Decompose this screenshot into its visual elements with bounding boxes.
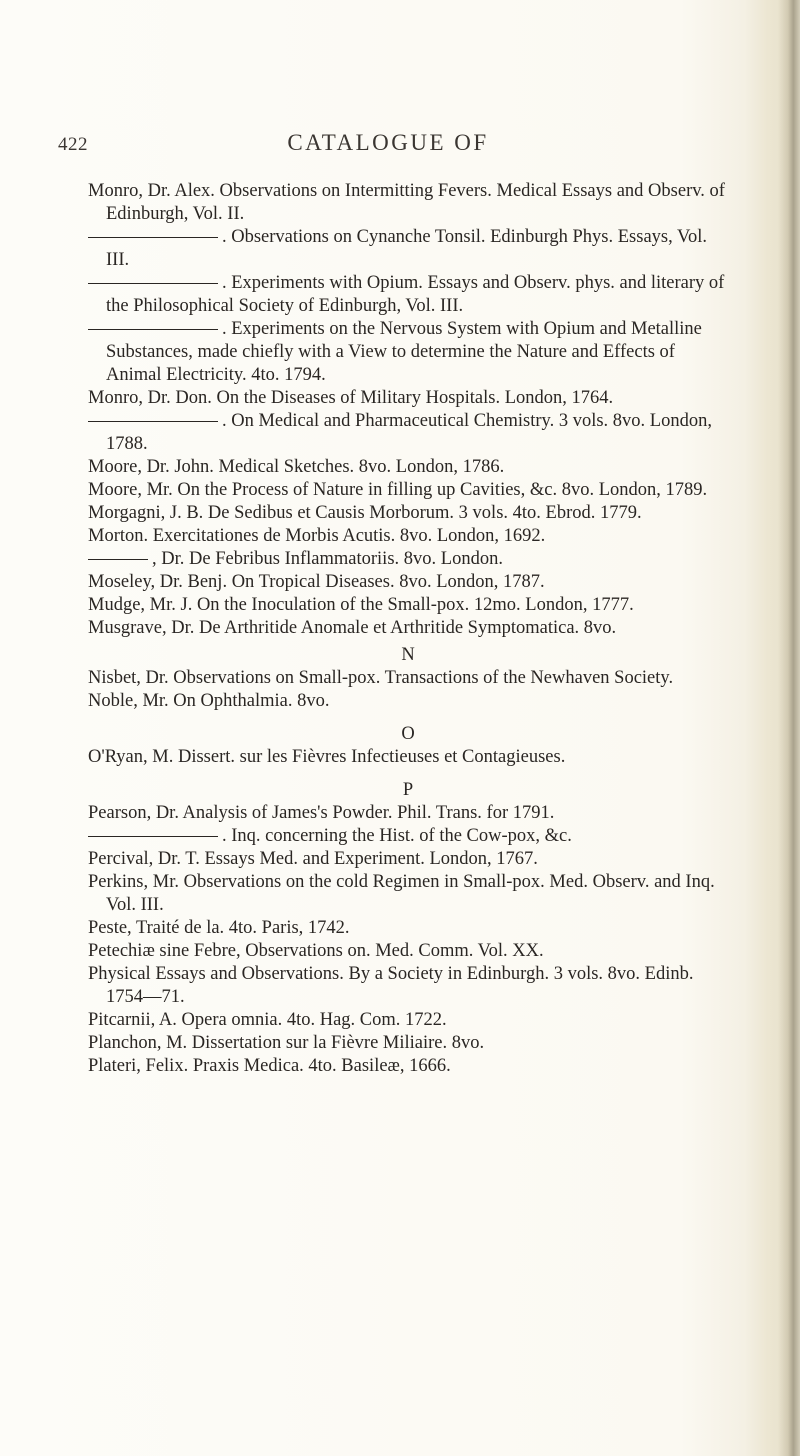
catalogue-entry: Moseley, Dr. Benj. On Tropical Diseases. 8vo. London, 1787. <box>88 572 545 592</box>
catalogue-entry: . Experiments on the Nervous System with Opium and Metalline Substances, made chiefly with a View to determine the Nature and Effects of Animal Electricity. 4to. 1794. <box>88 318 728 387</box>
catalogue-entry: Perkins, Mr. Observations on the cold Regimen in Small-pox. Med. Observ. and Inq. Vol. III. <box>88 872 715 915</box>
catalogue-entry: Pitcarnii, A. Opera omnia. 4to. Hag. Com. 1722. <box>88 1010 447 1030</box>
catalogue-entry: Moore, Mr. On the Process of Nature in filling up Cavities, &c. 8vo. London, 1789. <box>88 480 708 500</box>
section-letter-o: O <box>401 724 415 744</box>
catalogue-entry: Peste, Traité de la. 4to. Paris, 1742. <box>88 918 350 938</box>
ditto-dash <box>88 283 218 284</box>
catalogue-entry: Physical Essays and Observations. By a Society in Edinburgh. 3 vols. 8vo. Edinb. 1754—71. <box>88 964 694 1007</box>
catalogue-entry: Monro, Dr. Don. On the Diseases of Military Hospitals. London, 1764. <box>88 388 614 408</box>
section-letter-n: N <box>401 645 415 665</box>
page-header <box>58 128 718 168</box>
catalogue-entry: Noble, Mr. On Ophthalmia. 8vo. <box>88 691 330 711</box>
ditto-dash <box>88 836 218 837</box>
running-title: CATALOGUE OF <box>287 130 489 155</box>
catalogue-entry: Pearson, Dr. Analysis of James's Powder. Phil. Trans. for 1791. <box>88 803 555 823</box>
catalogue-entry: Morton. Exercitationes de Morbis Acutis. 8vo. London, 1692. <box>88 526 546 546</box>
catalogue-entry: , Dr. De Febribus Inflammatoriis. 8vo. London. <box>88 548 728 571</box>
ditto-dash <box>88 237 218 238</box>
section-letter-p: P <box>402 780 414 800</box>
ditto-dash <box>88 421 218 422</box>
page-gutter-shadow <box>778 0 800 1456</box>
catalogue-entries <box>88 180 728 1078</box>
catalogue-entry: . On Medical and Pharmaceutical Chemistry. 3 vols. 8vo. London, 1788. <box>88 410 728 456</box>
catalogue-entry: . Experiments with Opium. Essays and Observ. phys. and literary of the Philosophical Society of Edinburgh, Vol. III. <box>88 272 728 318</box>
page-number: 422 <box>58 134 88 155</box>
catalogue-entry: Moore, Dr. John. Medical Sketches. 8vo. London, 1786. <box>88 457 505 477</box>
ditto-dash <box>88 329 218 330</box>
catalogue-entry: Plateri, Felix. Praxis Medica. 4to. Basileæ, 1666. <box>88 1056 451 1076</box>
ditto-dash <box>88 559 148 560</box>
catalogue-entry: Mudge, Mr. J. On the Inoculation of the Small-pox. 12mo. London, 1777. <box>88 595 634 615</box>
catalogue-entry: . Inq. concerning the Hist. of the Cow-pox, &c. <box>88 825 728 848</box>
catalogue-entry: Nisbet, Dr. Observations on Small-pox. Transactions of the Newhaven Society. <box>88 668 674 688</box>
catalogue-entry: . Observations on Cynanche Tonsil. Edinburgh Phys. Essays, Vol. III. <box>88 226 728 272</box>
catalogue-entry: Planchon, M. Dissertation sur la Fièvre Miliaire. 8vo. <box>88 1033 485 1053</box>
catalogue-entry: O'Ryan, M. Dissert. sur les Fièvres Infectieuses et Contagieuses. <box>88 747 566 767</box>
catalogue-entry: Percival, Dr. T. Essays Med. and Experiment. London, 1767. <box>88 849 538 869</box>
catalogue-entry: Monro, Dr. Alex. Observations on Intermitting Fevers. Medical Essays and Observ. of Edinburgh, Vol. II. <box>88 181 725 224</box>
catalogue-entry: Petechiæ sine Febre, Observations on. Med. Comm. Vol. XX. <box>88 941 544 961</box>
catalogue-entry: Musgrave, Dr. De Arthritide Anomale et Arthritide Symptomatica. 8vo. <box>88 618 617 638</box>
catalogue-entry: Morgagni, J. B. De Sedibus et Causis Morborum. 3 vols. 4to. Ebrod. 1779. <box>88 503 642 523</box>
